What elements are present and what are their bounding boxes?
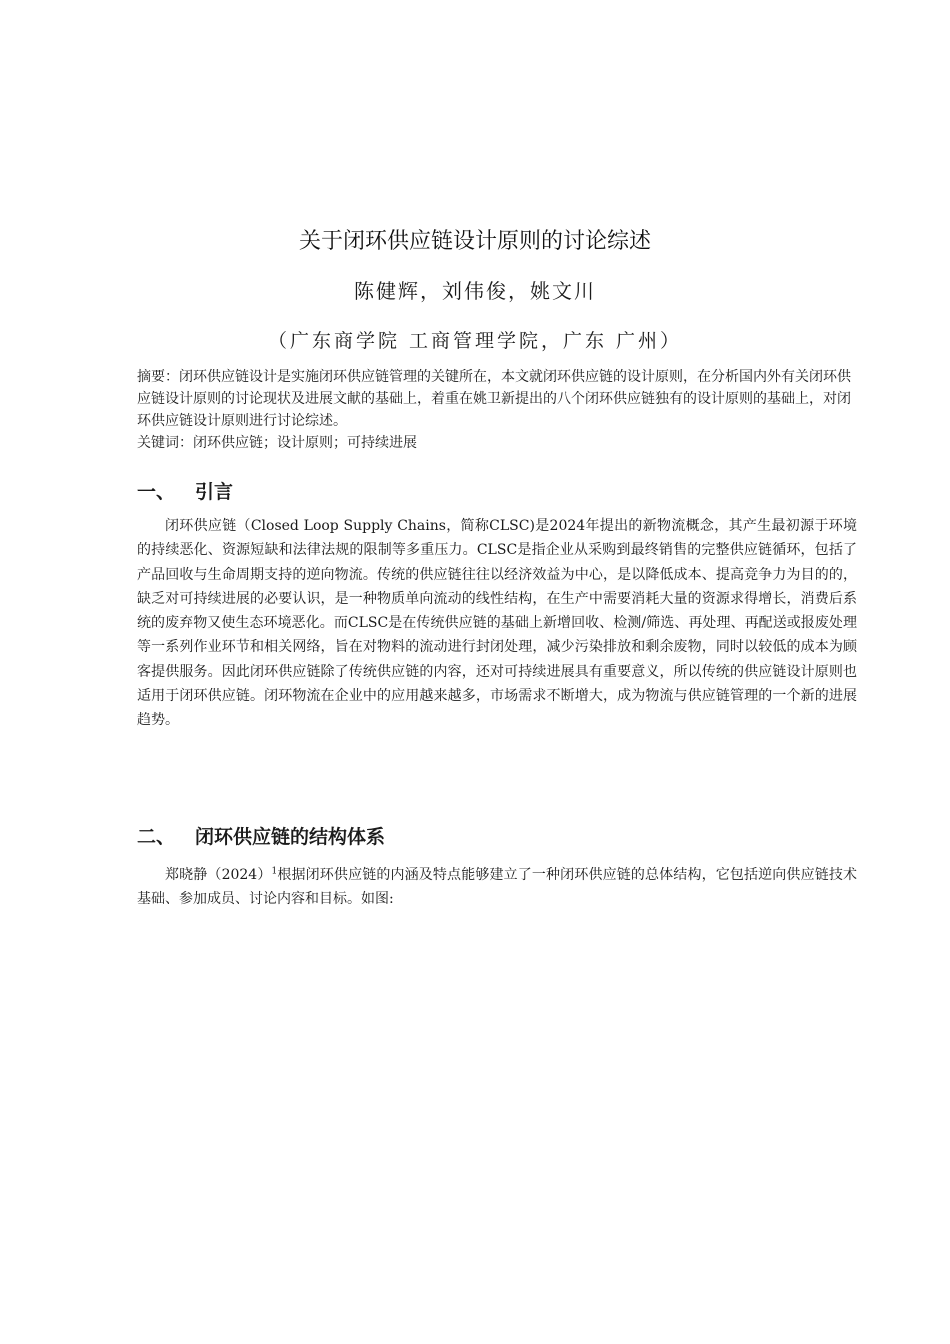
paragraph-rest: 根据闭环供应链的内涵及特点能够建立了一种闭环供应链的总体结构，它包括逆向供应链技术基础、参加成员、讨论内容和目标。如图:: [137, 867, 857, 908]
abstract-text: 摘要：闭环供应链设计是实施闭环供应链管理的关键所在，本文就闭环供应链的设计原则，在分析国内外有关闭环供应链设计原则的讨论现状及进展文献的基础上，着重在姚卫新提出的八个闭环供应链独有的设计原则的基础上，对闭环供应链设计原则进行讨论综述。: [137, 369, 851, 429]
section-number: 一、: [137, 481, 176, 503]
affiliation: （广东商学院 工商管理学院，广东 广州）: [267, 330, 683, 352]
section-heading-introduction: [137, 478, 857, 506]
structure-paragraph: [137, 863, 857, 912]
author-list: 陈健辉，刘伟俊，姚文川: [354, 279, 596, 303]
reference-marker: 1: [271, 866, 278, 877]
paper-title: 关于闭环供应链设计原则的讨论综述: [298, 229, 651, 254]
paragraph-lead: 郑晓静（2024）: [165, 867, 272, 883]
section-number: 二、: [137, 826, 176, 848]
introduction-paragraph: 闭环供应链（Closed Loop Supply Chains，简称CLSC)是2024年提出的新物流概念，其产生最初源于环境的持续恶化、资源短缺和法律法规的限制等多重压力。CLSC是指企业从采购到最终销售的完整供应链循环，包括了产品回收与生命周期支持的逆向物流。传统的供应链往往以经济效益为中心，是以降低成本、提高竞争力为目的的，缺乏对可持续进展的必要认识，是一种物质单向流动的线性结构，在生产中需要消耗大量的资源求得增长，消费后系统的废弃物又使生态环境恶化。而CLSC是在传统供应链的基础上新增回收、检测/筛选、再处理、再配送或报废处理等一系列作业环节和相关网络，旨在对物料的流动进行封闭处理，减少污染排放和剩余废物，同时以较低的成本为顾客提供服务。因此闭环供应链除了传统供应链的内容，还对可持续进展具有重要意义，所以传统的供应链设计原则也适用于闭环供应链。闭环物流在企业中的应用越来越多，市场需求不断增大，成为物流与供应链管理的一个新的进展趋势。: [137, 518, 857, 729]
keywords: 关键词：闭环供应链；设计原则；可持续进展: [137, 435, 417, 451]
section-title: 引言: [195, 481, 234, 503]
abstract-block: [137, 366, 857, 454]
section-heading-structure: [137, 823, 857, 851]
section-title: 闭环供应链的结构体系: [195, 826, 386, 848]
